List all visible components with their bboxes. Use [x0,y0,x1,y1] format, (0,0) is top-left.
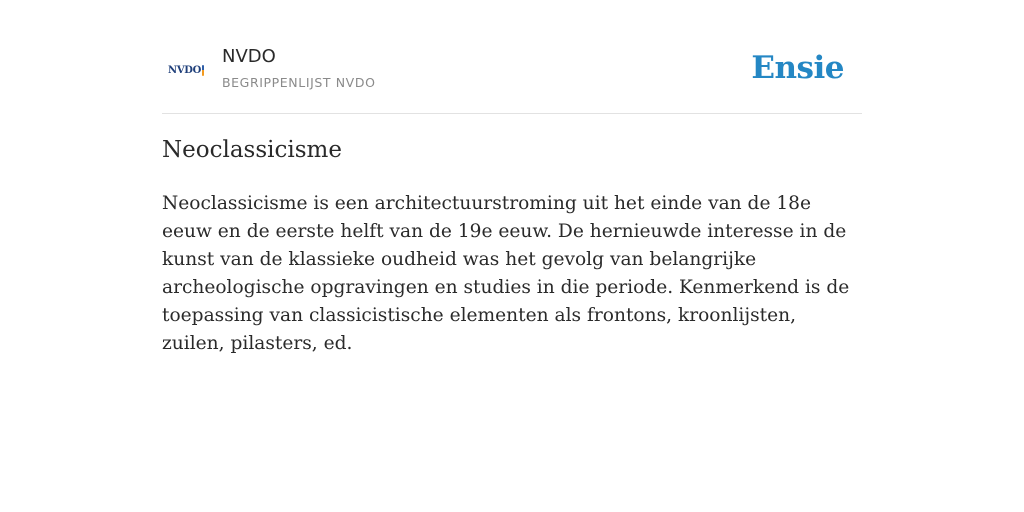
header [162,0,862,114]
source-logo-text: NVDO [168,64,202,76]
source-logo[interactable] [168,60,204,80]
page-container [162,0,862,354]
source-subtitle: BEGRIPPENLIJST NVDO [222,75,376,90]
definition-text: Neoclassicisme is een architectuurstroming uit het einde van de 18e eeuw en de eerste helft van de 19e eeuw. De hernieuwde interesse in de kunst van de klassieke oudheid was het gevolg van belangrijke archeologische opgravingen en studies in die periode. Kenmerkend is de toepassing van classicistische elementen als frontons, kroonlijsten, zuilen, pilasters, ed. [162,193,850,354]
source-name[interactable]: NVDO [222,46,276,67]
page-title: Neoclassicisme [162,137,342,163]
source-logo-mark-icon [202,65,204,76]
brand-logo[interactable]: Ensie [751,50,844,86]
